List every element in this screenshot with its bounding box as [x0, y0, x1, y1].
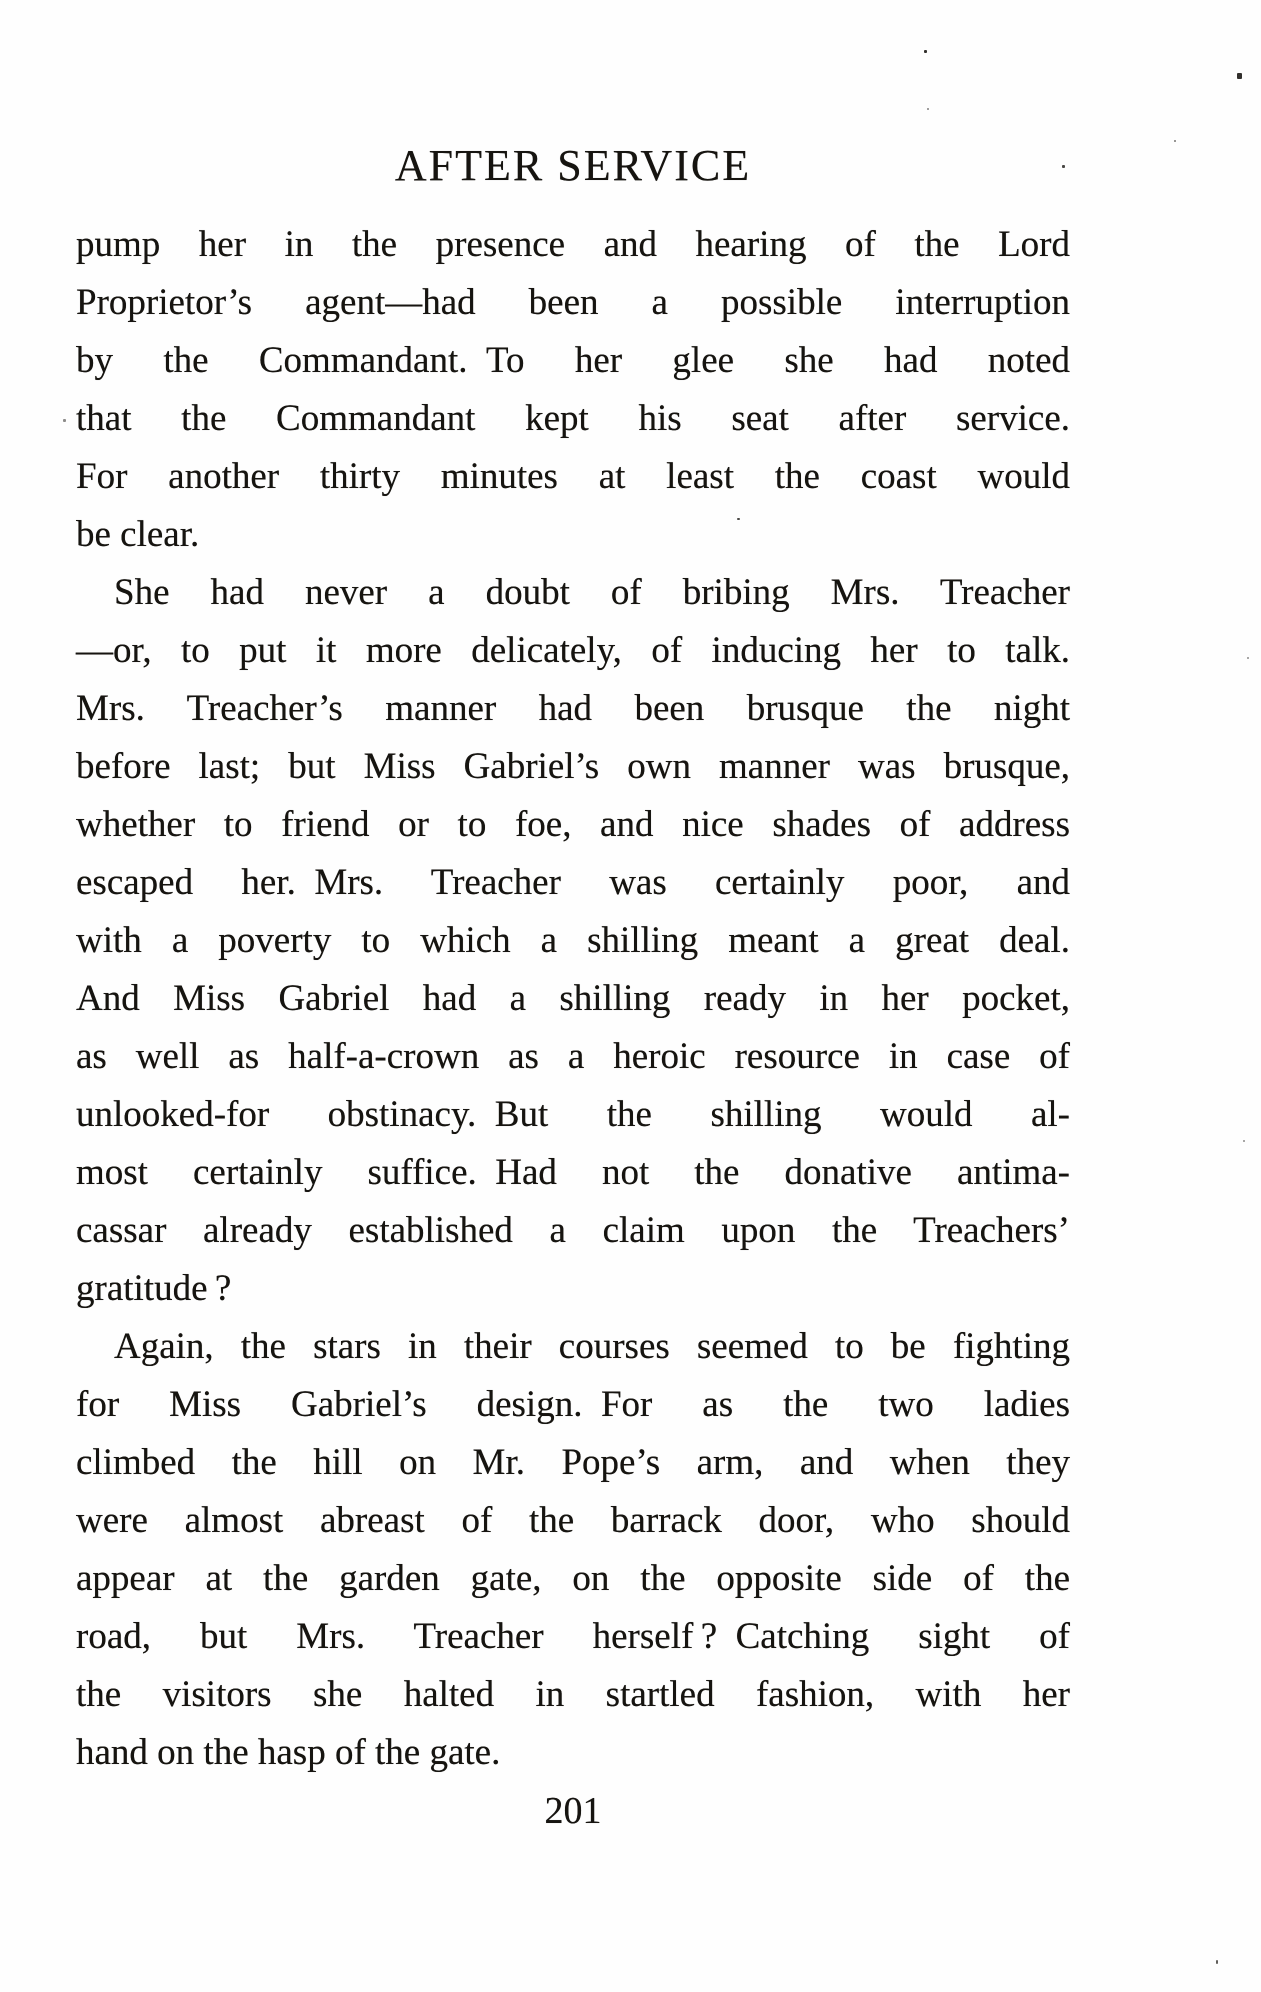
text-line: road, but Mrs. Treacher herself ? Catching sight of	[76, 1616, 1070, 1657]
text-line: escaped her. Mrs. Treacher was certainly poor, and	[76, 862, 1070, 903]
text-line: were almost abreast of the barrack door, who should	[76, 1500, 1070, 1541]
text-line: —or, to put it more delicately, of inducing her to talk.	[76, 630, 1070, 671]
text-line: gratitude ?	[76, 1268, 232, 1309]
page-title: AFTER SERVICE	[394, 141, 752, 190]
scan-speck	[1247, 657, 1249, 659]
text-line: be clear.	[76, 514, 200, 555]
text-line: hand on the hasp of the gate.	[76, 1732, 501, 1773]
text-column	[76, 0, 1070, 1840]
text-line: climbed the hill on Mr. Pope’s arm, and when they	[76, 1442, 1070, 1483]
text-line: that the Commandant kept his seat after service.	[76, 398, 1070, 439]
text-line: And Miss Gabriel had a shilling ready in her pocket,	[76, 978, 1070, 1019]
page-number: 201	[544, 1790, 602, 1832]
scan-speck	[1062, 165, 1065, 168]
text-line: by the Commandant. To her glee she had noted	[76, 340, 1070, 381]
text-line: unlooked-for obstinacy. But the shilling would al-	[76, 1094, 1070, 1135]
text-line: She had never a doubt of bribing Mrs. Treacher	[114, 572, 1070, 613]
text-line: pump her in the presence and hearing of the Lord	[76, 224, 1070, 265]
scan-speck	[1174, 140, 1176, 142]
text-line: for Miss Gabriel’s design. For as the two ladies	[76, 1384, 1070, 1425]
text-line: Mrs. Treacher’s manner had been brusque the night	[76, 688, 1070, 729]
text-line: most certainly suffice. Had not the donative antima-	[76, 1152, 1070, 1193]
text-line: appear at the garden gate, on the opposite side of the	[76, 1558, 1070, 1599]
scan-speck	[1237, 73, 1242, 79]
text-line: whether to friend or to foe, and nice shades of address	[76, 804, 1070, 845]
text-line: before last; but Miss Gabriel’s own manner was brusque,	[76, 746, 1070, 787]
body-text	[76, 216, 1070, 1782]
text-line: cassar already established a claim upon the Treachers’	[76, 1210, 1070, 1251]
scan-speck	[1216, 1960, 1218, 1964]
text-line: For another thirty minutes at least the coast would	[76, 456, 1070, 497]
text-line: as well as half-a-crown as a heroic resource in case of	[76, 1036, 1070, 1077]
text-line: with a poverty to which a shilling meant a great deal.	[76, 920, 1070, 961]
text-line: Again, the stars in their courses seemed to be fighting	[114, 1326, 1070, 1367]
text-line: Proprietor’s agent—had been a possible interruption	[76, 282, 1070, 323]
scan-speck	[927, 108, 929, 110]
scan-speck	[1243, 1140, 1245, 1142]
text-line: the visitors she halted in startled fashion, with her	[76, 1674, 1070, 1715]
scan-speck	[737, 518, 740, 520]
scan-speck	[924, 50, 927, 53]
scan-speck	[63, 419, 66, 422]
